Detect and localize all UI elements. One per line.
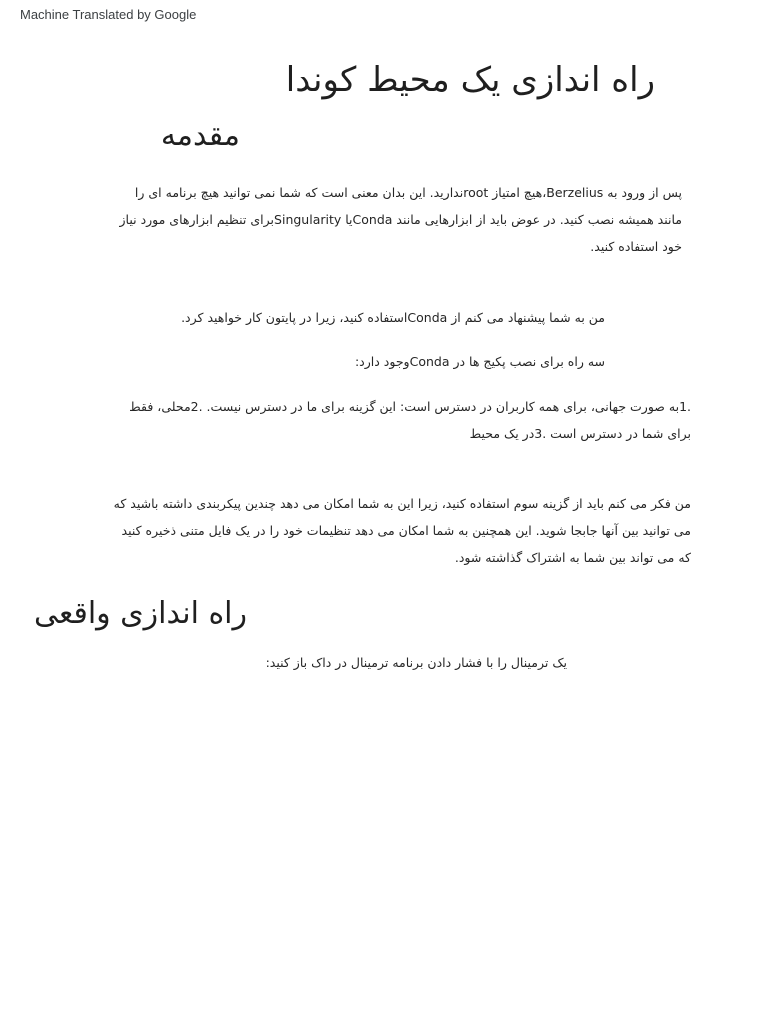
- machine-translation-banner: Machine Translated by Google: [20, 7, 197, 22]
- text-line: که می تواند بین شما به اشتراک گذاشته شود.: [454, 550, 691, 565]
- intro-paragraph-2: من به شما پیشنهاد می کنم از Condaاستفاده کنید، زیرا در پایتون کار خواهید کرد.: [181, 310, 605, 325]
- setup-paragraph-1: یک ترمینال را با فشار دادن برنامه ترمینال در داک باز کنید:: [265, 655, 567, 670]
- intro-paragraph-1: [120, 179, 683, 260]
- section-heading-actual-setup: راه اندازی واقعی: [34, 596, 247, 631]
- text-line: می توانید بین آنها جابجا شوید. این همچنین به شما امکان می دهد تنظیمات خود را در یک فایل متنی ذخیره کنید: [121, 523, 691, 538]
- text-line: برای شما در دسترس است .3در یک محیط: [469, 426, 691, 441]
- text-line: من فکر می کنم باید از گزینه سوم استفاده کنید، زیرا این به شما امکان می دهد چندین پیکربندی داشته باشید که: [113, 496, 691, 511]
- text-line: مانند همیشه نصب کنید. در عوض باید از ابزارهایی مانند Condaیا Singularityبرای تنظیم ابزارهای مورد نیاز: [119, 212, 682, 227]
- text-line: خود استفاده کنید.: [590, 239, 682, 254]
- install-options-paragraph: [129, 393, 691, 447]
- text-line: .1به صورت جهانی، برای همه کاربران در دسترس است: این گزینه برای ما در دسترس نیست. .2محلی، فقط: [129, 399, 691, 414]
- recommendation-paragraph: [114, 490, 691, 571]
- text-line: پس از ورود به Berzelius،هیچ امتیاز rootندارید. این بدان معنی است که شما نمی توانید هیچ برنامه ای را: [134, 185, 682, 200]
- page-title: راه اندازی یک محیط کوندا: [285, 60, 655, 100]
- intro-paragraph-3: سه راه برای نصب پکیج ها در Condaوجود دارد:: [354, 354, 605, 369]
- section-heading-introduction: مقدمه: [160, 118, 240, 153]
